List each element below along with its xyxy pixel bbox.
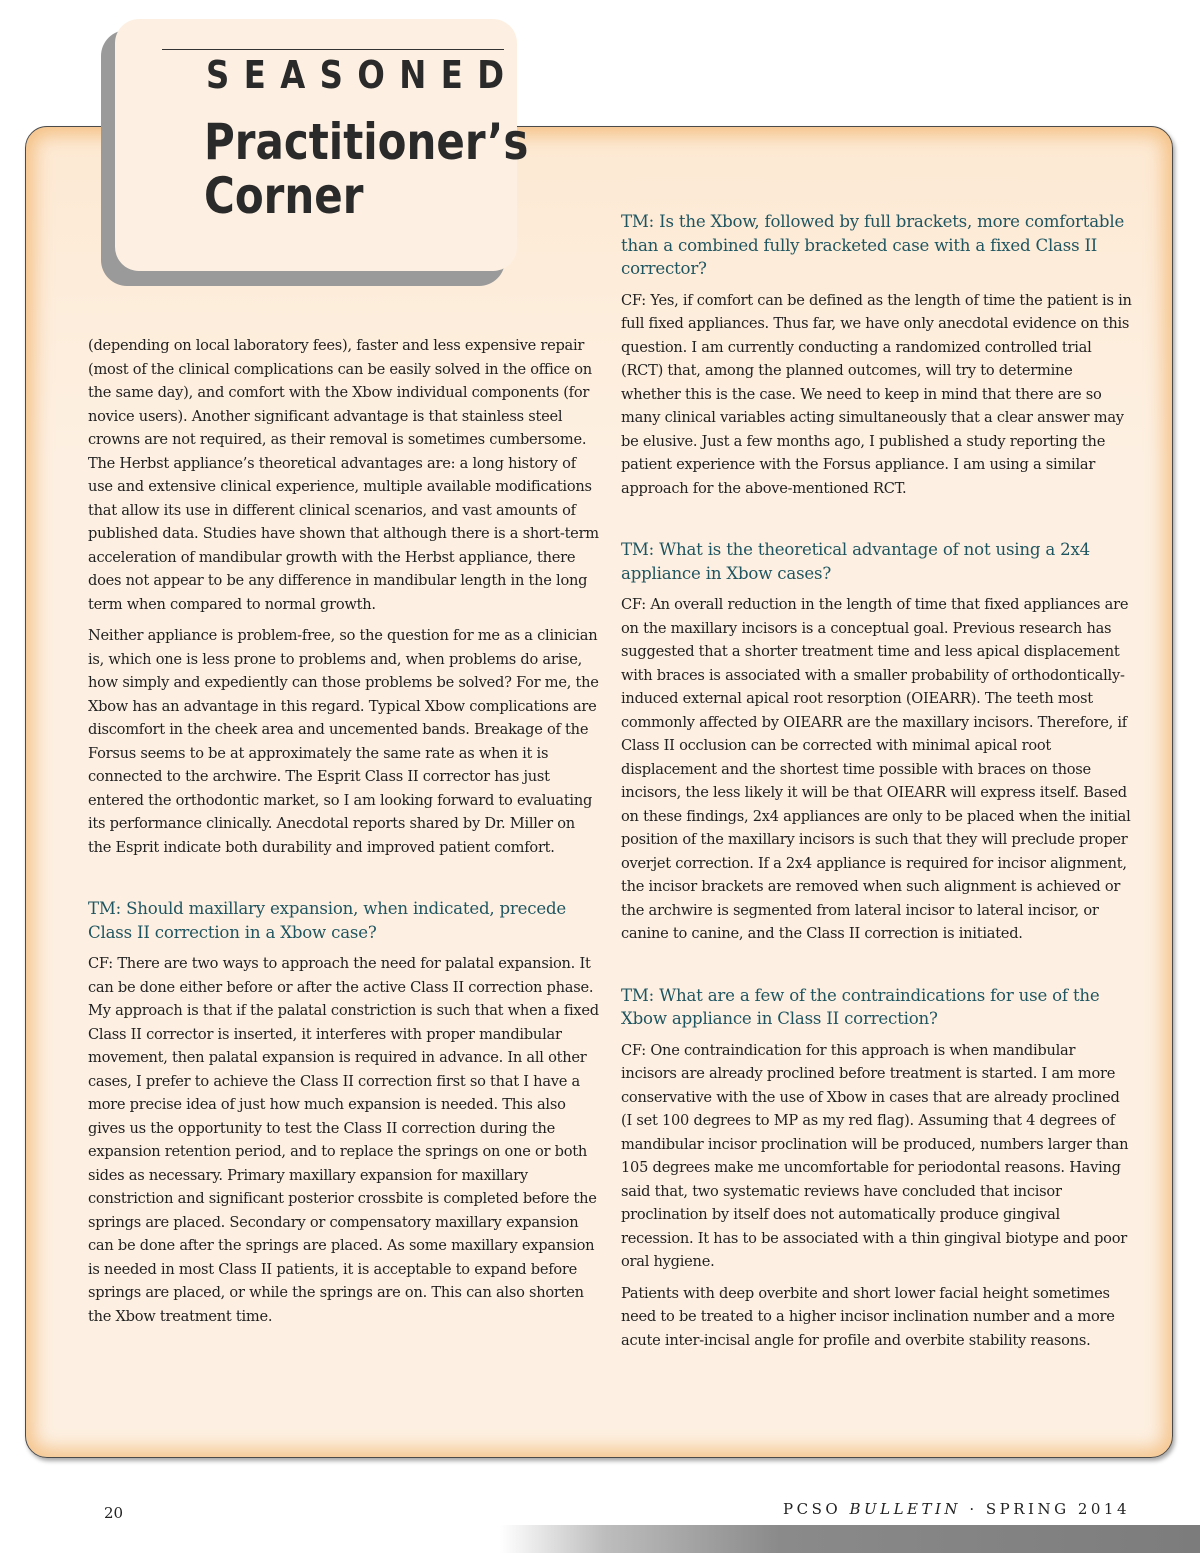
publication-name: PCSO bbox=[783, 1500, 850, 1518]
paragraph: (depending on local laboratory fees), faster and less expensive repair (most of the clinical complications can be easily solved in the office on the same day), and comfort with the Xbow individual components (for novice users). Another significant advantage is that stainless steel crowns are not required, as their removal is sometimes cumbersome. The Herbst appliance’s theoretical advantages are: a long history of use and extensive clinical experience, multiple available modifications that allow its use in different clinical scenarios, and vast amounts of published data. Studies have shown that although there is a short-term acceleration of mandibular growth with the Herbst appliance, there does not appear to be any difference in mandibular length in the long term when compared to normal growth. bbox=[88, 337, 599, 613]
section-title-corner: Corner bbox=[204, 167, 364, 225]
answer-paragraph: Patients with deep overbite and short lower facial height sometimes need to be treated to a higher incisor inclination number and a more acute inter-incisal angle for profile and overbite stability reasons. bbox=[621, 1284, 1115, 1349]
question-heading: TM: What are a few of the contraindications for use of the Xbow appliance in Class II correction? bbox=[621, 985, 1100, 1028]
answer-paragraph: CF: Yes, if comfort can be defined as the length of time the patient is in full fixed appliances. Thus far, we have only anecdotal evidence on this question. I am currently conducting a randomized controlled trial (RCT) that, among the planned outcomes, will try to determine whether this is the case. We need to keep in mind that there are so many clinical variables acting simultaneously that a clear answer may be elusive. Just a few months ago, I published a study reporting the patient experience with the Forsus appliance. I am using a similar approach for the above-mentioned RCT. bbox=[621, 291, 1132, 497]
right-column bbox=[621, 210, 1133, 1360]
question-heading: TM: Is the Xbow, followed by full brackets, more comfortable than a combined fully bracketed case with a fixed Class II corrector? bbox=[621, 212, 1125, 278]
question-heading: TM: Should maxillary expansion, when indicated, precede Class II correction in a Xbow case? bbox=[88, 899, 567, 942]
question-heading: TM: What is the theoretical advantage of not using a 2x4 appliance in Xbow cases? bbox=[621, 540, 1091, 583]
publication-issue: · SPRING 2014 bbox=[961, 1500, 1130, 1518]
answer-paragraph: CF: One contraindication for this approach is when mandibular incisors are already proclined before treatment is started. I am more conservative with the use of Xbow in cases that are already proclined (I set 100 degrees to MP as my red flag). Assuming that 4 degrees of mandibular incisor proclination will be produced, numbers larger than 105 degrees make me uncomfortable for periodontal reasons. Having said that, two systematic reviews have concluded that incisor proclination by itself does not automatically produce gingival recession. It has to be associated with a thin gingival biotype and poor oral hygiene. bbox=[621, 1041, 1129, 1270]
paragraph: Neither appliance is problem-free, so the question for me as a clinician is, which one is less prone to problems and, when problems do arise, how simply and expediently can those problems be solved? For me, the Xbow has an advantage in this regard. Typical Xbow complications are discomfort in the cheek area and uncemented bands. Breakage of the Forsus seems to be at approximately the same rate as when it is connected to the archwire. The Esprit Class II corrector has just entered the orthodontic market, so I am looking forward to evaluating its performance clinically. Anecdotal reports shared by Dr. Miller on the Esprit indicate both durability and improved patient comfort. bbox=[88, 627, 599, 856]
left-column bbox=[88, 334, 600, 1336]
publication-bulletin: BULLETIN bbox=[849, 1500, 962, 1518]
section-title-practitioners: Practitioner’s bbox=[204, 113, 529, 171]
answer-paragraph: CF: There are two ways to approach the need for palatal expansion. It can be done either before or after the active Class II correction phase. My approach is that if the palatal constriction is such that when a fixed Class II corrector is inserted, it interferes with proper mandibular movement, then palatal expansion is required in advance. In all other cases, I prefer to achieve the Class II correction first so that I have a more precise idea of just how much expansion is needed. This also gives us the opportunity to test the Class II correction during the expansion retention period, and to replace the springs on one or both sides as necessary. Primary maxillary expansion for maxillary constriction and significant posterior crossbite is completed before the springs are placed. Secondary or compensatory maxillary expansion can be done after the springs are placed. As some maxillary expansion is needed in most Class II patients, it is acceptable to expand before springs are placed, or while the springs are on. This can also shorten the Xbow treatment time. bbox=[88, 955, 599, 1325]
title-rule bbox=[162, 49, 504, 50]
footer-gradient-bar bbox=[500, 1525, 1200, 1553]
publication-footer bbox=[783, 1500, 1130, 1518]
answer-paragraph: CF: An overall reduction in the length of time that fixed appliances are on the maxillary incisors is a conceptual goal. Previous research has suggested that a shorter treatment time and less apical displacement with braces is associated with a smaller probability of orthodontically-induced external apical root resorption (OIEARR). The teeth most commonly affected by OIEARR are the maxillary incisors. Therefore, if Class II occlusion can be corrected with minimal apical root displacement and the shortest time possible with braces on those incisors, the less likely it will be that OIEARR will express itself. Based on these findings, 2x4 appliances are only to be placed when the initial position of the maxillary incisors is such that they will preclude proper overjet correction. If a 2x4 appliance is required for incisor alignment, the incisor brackets are removed when such alignment is achieved or the archwire is segmented from lateral incisor to lateral incisor, or canine to canine, and the Class II correction is initiated. bbox=[621, 596, 1131, 942]
section-title-seasoned: SEASONED bbox=[206, 53, 519, 97]
page-number: 20 bbox=[104, 1504, 124, 1522]
